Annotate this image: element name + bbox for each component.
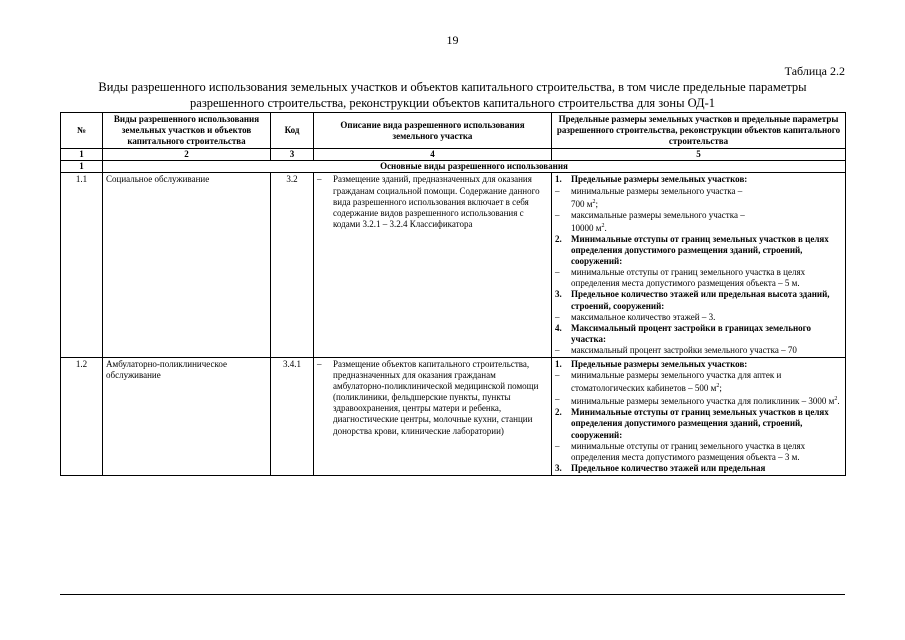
table-label: Таблица 2.2 <box>784 64 845 78</box>
limit-heading: Предельные размеры земельных участков: <box>571 174 748 185</box>
section-number: 1. <box>555 174 562 185</box>
limit-value: 10000 $м^2$. <box>571 222 607 233</box>
col-number: 5 <box>552 149 846 161</box>
row-num: 1.2 <box>61 357 103 475</box>
header-kind: Виды разрешенного использования земельных участков и объектов капитального строительства <box>103 113 271 149</box>
footer-divider <box>60 594 845 595</box>
row-code: 3.2 <box>271 173 314 358</box>
title-line-1: Виды разрешенного использования земельных участков и объектов капитального строительства, в том числе предельные параметры <box>98 80 807 94</box>
section-number: 4. <box>555 322 562 333</box>
table-row <box>61 357 846 475</box>
row-limits <box>552 357 846 475</box>
section-number: 2. <box>555 407 562 418</box>
limit-heading: Максимальный процент застройки в границах земельного участка: <box>571 322 812 344</box>
dash-marker: – <box>555 267 560 278</box>
row-code: 3.4.1 <box>271 357 314 475</box>
section-title: Основные виды разрешенного использования <box>103 161 846 173</box>
dash-marker: – <box>555 370 560 381</box>
limit-heading: Минимальные отступы от границ земельных участков в целях определения допустимого размещения зданий, строений, сооружений: <box>571 233 829 267</box>
table-title <box>60 79 845 111</box>
header-desc: Описание вида разрешенного использования земельного участка <box>314 113 552 149</box>
column-number-row <box>61 149 846 161</box>
section-row <box>61 161 846 173</box>
row-kind: Амбулаторно-поликлиническое обслуживание <box>103 357 271 475</box>
limit-heading: Минимальные отступы от границ земельных участков в целях определения допустимого размещения зданий, строений, сооружений: <box>571 407 829 440</box>
dash-marker: – <box>555 344 560 355</box>
dash-marker: – <box>555 209 560 220</box>
row-desc-text: Размещение объектов капитального строительства, предназначенных для оказания гражданам амбулаторно-поликлинической медицинской помощи (поликлиники, фельдшерские пункты, пункты здравоохранения, центры матери и ребенка, диагностические центры, молочные кухни, станции донорства крови, клинические лаборатории) <box>333 358 539 436</box>
row-num: 1.1 <box>61 173 103 358</box>
dash-marker: – <box>317 358 322 369</box>
col-number: 4 <box>314 149 552 161</box>
limit-item: минимальные размеры земельного участка – <box>571 185 743 196</box>
dash-marker: – <box>555 185 560 196</box>
limit-heading: Предельное количество этажей или предельная высота зданий, строений, сооружений: <box>571 289 830 311</box>
col-number: 1 <box>61 149 103 161</box>
section-number: 3. <box>555 462 562 473</box>
limit-item: максимальный процент застройки земельного участка – 70 <box>571 344 797 355</box>
section-num: 1 <box>61 161 103 173</box>
header-row <box>61 113 846 149</box>
limit-item: максимальные размеры земельного участка – <box>571 209 745 220</box>
dash-marker: – <box>555 440 560 451</box>
section-number: 2. <box>555 233 562 244</box>
header-limits: Предельные размеры земельных участков и предельные параметры разрешенного строительства, реконструкции объектов капитального строительства <box>552 113 846 149</box>
section-number: 1. <box>555 358 562 369</box>
zoning-table <box>60 112 846 476</box>
limit-heading: Предельные размеры земельных участков: <box>571 358 748 369</box>
limit-item: минимальные размеры земельного участка для поликлиник – 3000 $м^2$. <box>571 396 840 407</box>
dash-marker: – <box>317 174 322 185</box>
limit-value: 700 $м^2$; <box>571 198 598 209</box>
dash-marker: – <box>555 311 560 322</box>
limit-item: минимальные размеры земельного участка для аптек и стоматологических кабинетов – 500 $м^2$; <box>571 370 782 394</box>
row-kind: Социальное обслуживание <box>103 173 271 358</box>
col-number: 3 <box>271 149 314 161</box>
limit-item: минимальные отступы от границ земельного участка в целях определения места допустимого размещения объекта – 5 м. <box>571 267 806 289</box>
section-number: 3. <box>555 289 562 300</box>
col-number: 2 <box>103 149 271 161</box>
table-row <box>61 173 846 358</box>
row-desc-text: Размещение зданий, предназначенных для оказания гражданам социальной помощи. Содержание данного вида разрешенного использования включает в себя содержание видов разрешенного использования с кодами 3.2.1 – 3.2.4 Классификатора <box>333 174 540 229</box>
page-number: 19 <box>446 33 459 47</box>
header-code: Код <box>271 113 314 149</box>
limit-heading: Предельное количество этажей или предельная <box>571 462 766 473</box>
limit-item: минимальные отступы от границ земельного участка в целях определения места допустимого размещения объекта – 3 м. <box>571 440 806 462</box>
dash-marker: – <box>555 394 560 405</box>
title-line-2: разрешенного строительства, реконструкции объектов капитального строительства для зоны ОД-1 <box>190 96 715 110</box>
row-desc <box>314 357 552 475</box>
row-limits <box>552 173 846 358</box>
header-num: № <box>61 113 103 149</box>
limit-item: максимальное количество этажей – 3. <box>571 311 716 322</box>
row-desc <box>314 173 552 358</box>
